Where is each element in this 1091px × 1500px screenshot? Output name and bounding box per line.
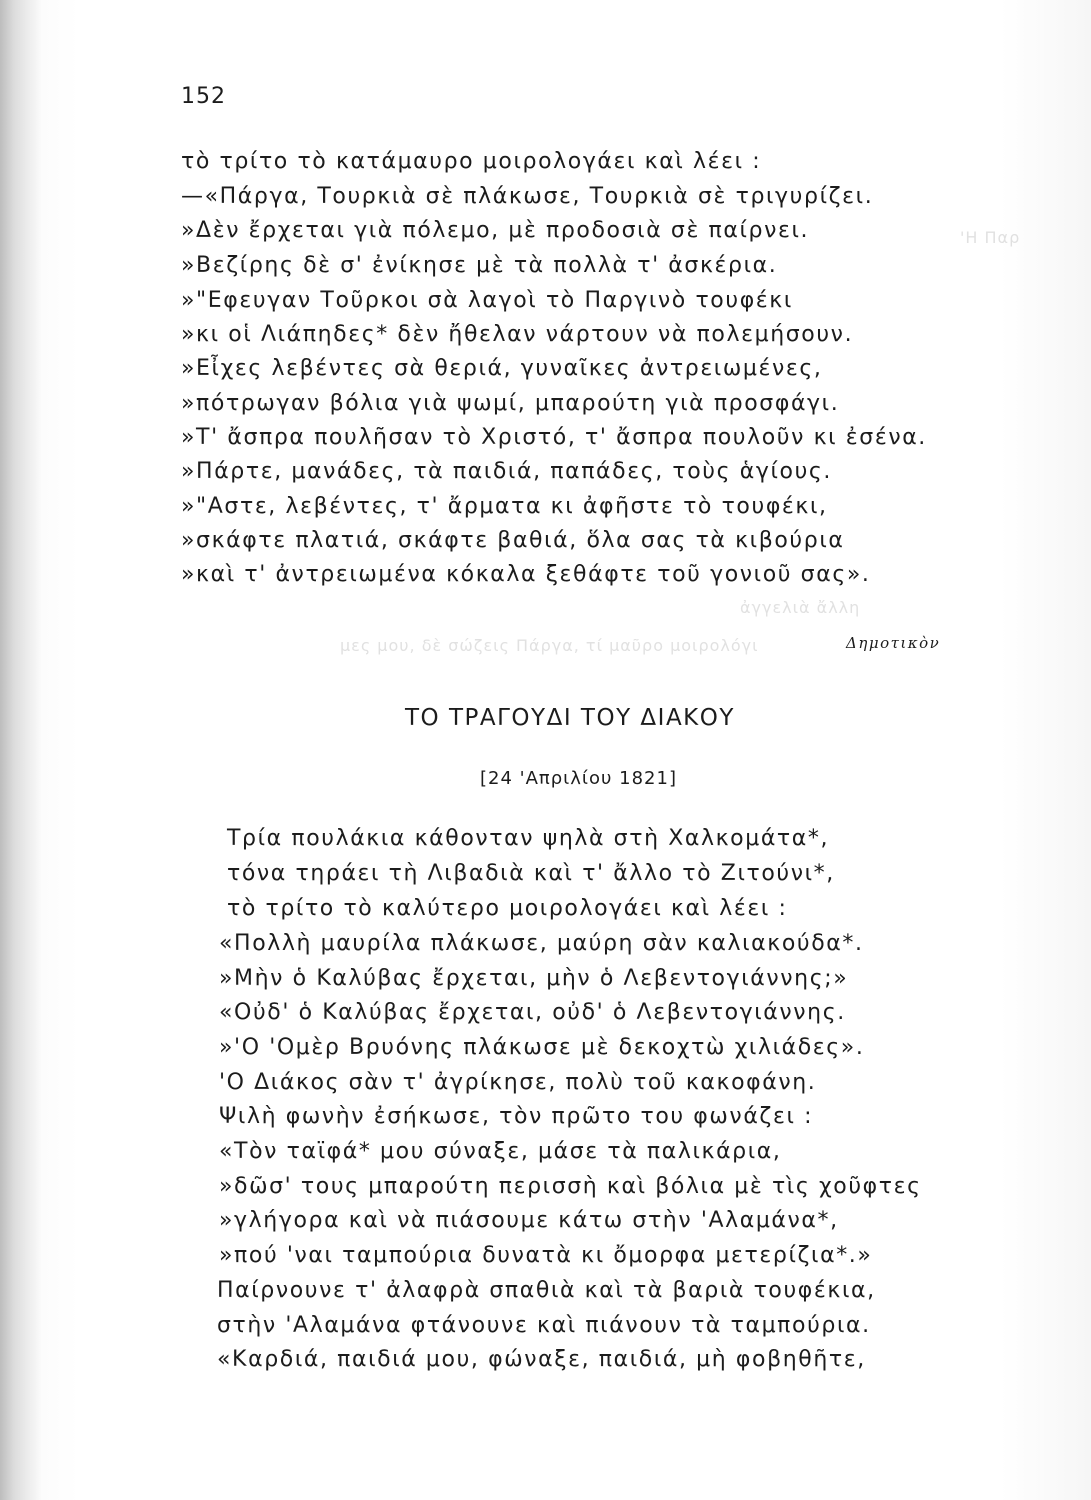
section-title: ΤΟ ΤΡΑΓΟΥΔΙ ΤΟΥ ΔΙΑΚΟΥ	[405, 705, 735, 731]
poem-line: «Οὐδ' ὁ Καλύβας ἔρχεται, οὐδ' ὁ Λεβεντογιάννης.	[219, 1000, 846, 1025]
poem-line: »'Ο 'Ομὲρ Βρυόνης πλάκωσε μὲ δεκοχτὼ χιλιάδες».	[219, 1035, 865, 1060]
show-through-text: μες μου, δὲ σώζεις Πάργα, τί μαῦρο μοιρολόγι	[340, 636, 759, 655]
page-number: 152	[181, 84, 226, 109]
poem-line: »Βεζίρης δὲ σ' ἐνίκησε μὲ τὰ πολλὰ τ' ἀσκέρια.	[181, 253, 778, 278]
poem-line: »δῶσ' τους μπαρούτη περισσὴ καὶ βόλια μὲ τὶς χοῦφτες	[219, 1174, 922, 1199]
poem-line: »Δὲν ἔρχεται γιὰ πόλεμο, μὲ προδοσιὰ σὲ παίρνει.	[181, 218, 810, 243]
show-through-text: 'Η Παρ	[960, 228, 1021, 247]
poem-line: «Τὸν ταϊφά* μου σύναξε, μάσε τὰ παλικάρια,	[219, 1139, 782, 1164]
poem-line: »πότρωγαν βόλια γιὰ ψωμί, μπαρούτη γιὰ προσφάγι.	[181, 391, 840, 416]
show-through-text: ἀγγελιὰ ἄλλη	[740, 598, 861, 617]
poem-line: 'Ο Διάκος σὰν τ' ἀγρίκησε, πολὺ τοῦ κακοφάνη.	[219, 1070, 817, 1095]
poem-line: Τρία πουλάκια κάθονταν ψηλὰ στὴ Χαλκομάτα*,	[227, 826, 830, 851]
poem-line: »καὶ τ' ἀντρειωμένα κόκαλα ξεθάφτε τοῦ γονιοῦ σας».	[181, 562, 871, 587]
poem-line: »σκάφτε πλατιά, σκάφτε βαθιά, ὅλα σας τὰ κιβούρια	[181, 528, 845, 553]
poem-line: »γλήγορα καὶ νὰ πιάσουμε κάτω στὴν 'Αλαμάνα*,	[219, 1208, 839, 1233]
poem-line: τὸ τρίτο τὸ καλύτερο μοιρολογάει καὶ λέει :	[227, 896, 788, 921]
poem-line: «Καρδιά, παιδιά μου, φώναξε, παιδιά, μὴ φοβηθῆτε,	[217, 1347, 866, 1372]
poem-line: Ψιλὴ φωνὴν ἐσήκωσε, τὸν πρῶτο του φωνάζει :	[219, 1104, 814, 1129]
poem-line: «Πολλὴ μαυρίλα πλάκωσε, μαύρη σὰν καλιακούδα*.	[219, 931, 864, 956]
poem-line: τόνα τηράει τὴ Λιβαδιὰ καὶ τ' ἄλλο τὸ Ζιτούνι*,	[227, 861, 835, 886]
poem-line: Παίρνουνε τ' ἀλαφρὰ σπαθιὰ καὶ τὰ βαριὰ τουφέκια,	[217, 1278, 876, 1303]
poem-line: »πού 'ναι ταμπούρια δυνατὰ κι ὄμορφα μετερίζια*.»	[219, 1243, 873, 1268]
poem-line: στὴν 'Αλαμάνα φτάνουνε καὶ πιάνουν τὰ ταμπούρια.	[217, 1313, 871, 1338]
section-date: [24 'Απριλίου 1821]	[480, 768, 677, 789]
poem-line: »κι οἱ Λιάπηδες* δὲν ἤθελαν νάρτουν νὰ πολεμήσουν.	[181, 322, 854, 347]
poem-line: »Τ' ἄσπρα πουλῆσαν τὸ Χριστό, τ' ἄσπρα πουλοῦν κι ἐσένα.	[181, 425, 927, 450]
poem-line: »"Εφευγαν Τοῦρκοι σὰ λαγοὶ τὸ Παργινὸ τουφέκι	[181, 288, 793, 313]
poem-line: —«Πάργα, Τουρκιὰ σὲ πλάκωσε, Τουρκιὰ σὲ τριγυρίζει.	[181, 184, 874, 209]
page-spine-shadow	[0, 0, 42, 1500]
poem-line: »Πάρτε, μανάδες, τὰ παιδιά, παπάδες, τοὺς ἁγίους.	[181, 459, 833, 484]
poem-line: »Μὴν ὁ Καλύβας ἔρχεται, μὴν ὁ Λεβεντογιάννης;»	[219, 966, 849, 991]
poem-line: τὸ τρίτο τὸ κατάμαυρο μοιρολογάει καὶ λέει :	[181, 149, 762, 174]
poem-attribution: Δημοτικὸν	[846, 634, 941, 652]
poem-line: »"Αστε, λεβέντες, τ' ἄρματα κι ἀφῆστε τὸ τουφέκι,	[181, 494, 828, 519]
poem-line: »Εἶχες λεβέντες σὰ θεριά, γυναῖκες ἀντρειωμένες,	[181, 356, 823, 381]
